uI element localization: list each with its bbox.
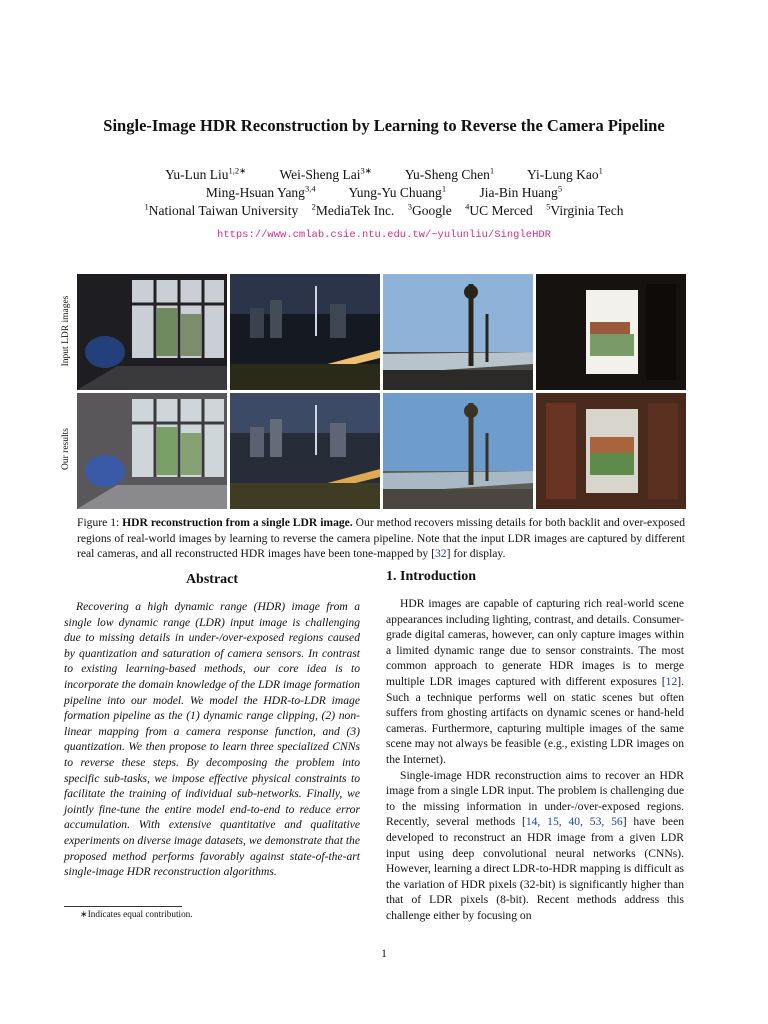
introduction-body (386, 596, 684, 923)
author: Wei-Sheng Lai$^{3∗}$ (279, 165, 372, 182)
result-image-bridge (383, 393, 533, 509)
input-image-bridge (383, 274, 533, 390)
row-label-results: Our results (61, 428, 71, 470)
input-image-doorway (536, 274, 686, 390)
page-number: 1 (381, 948, 387, 960)
affiliation: $^3$Google (407, 201, 452, 218)
affiliation: $^5$Virginia Tech (546, 201, 624, 218)
row-label-input: Input LDR images (61, 295, 71, 367)
input-image-city-night (230, 274, 380, 390)
affiliation: $^2$MediaTek Inc. (311, 201, 395, 218)
introduction-section (386, 569, 684, 923)
author-list (0, 166, 768, 220)
teaser-figure (77, 274, 685, 509)
abstract-text: Recovering a high dynamic range (HDR) image from a single low dynamic range (LDR) input image is challenging due to missing details in under-/over-exposed regions caused by quantization and saturation of camera sensors. In contrast to existing learning-based methods, our core idea is to incorporate the domain knowledge of the LDR image formation pipeline into our model. We model the HDR-to-LDR image formation pipeline as the (1) dynamic range clipping, (2) non-linear mapping from a camera response function, and (3) quantization. We then propose to learn three specialized CNNs to reverse these steps. By decomposing the problem into specific sub-tasks, we impose effective physical constraints to facilitate the training of individual sub-networks. Finally, we jointly fine-tune the entire model end-to-end to reduce error accumulation. With extensive quantitative and qualitative experiments on diverse image datasets, we demonstrate that the proposed method performs favorably against state-of-the-art single-image HDR reconstruction algorithms. (64, 600, 360, 879)
citation-link[interactable]: 14, 15, 40, 53, 56 (525, 815, 623, 829)
citation-link[interactable]: 12 (665, 674, 678, 688)
result-image-doorway (536, 393, 686, 509)
affiliation-line (0, 202, 768, 220)
author: Yu-Lun Liu$^{1,2∗}$ (165, 165, 247, 182)
paper-title: Single-Image HDR Reconstruction by Learning to Reverse the Camera Pipeline (103, 116, 665, 135)
abstract-section (64, 572, 360, 880)
footnote: ∗Indicates equal contribution. (80, 909, 193, 919)
abstract-heading: Abstract (185, 572, 239, 587)
figure-caption: Figure 1: HDR reconstruction from a single LDR image. Our method recovers missing details for both backlit and over-exposed regions of real-world images by learning to reverse the camera pipeline. Note that the input LDR images are captured by different real cameras, and all reconstructed HDR images have been tone-mapped by [32] for display. (77, 516, 685, 560)
author: Yi-Lung Kao$^1$ (526, 165, 603, 182)
input-image-room (77, 274, 227, 390)
affiliation: $^1$National Taiwan University (144, 201, 299, 218)
author: Jia-Bin Huang$^5$ (479, 183, 563, 200)
affiliation: $^4$UC Merced (465, 201, 533, 218)
author: Ming-Hsuan Yang$^{3,4}$ (205, 183, 316, 200)
paragraph: Single-image HDR reconstruction aims to recover an HDR image from a single LDR input. The problem is challenging due to the missing information in under-/over-exposed regions. Recently, several methods [14, 15, 40, 53, 56] have been developed to reconstruct an HDR image from a given LDR input using deep convolutional neural networks (CNNs). However, learning a direct LDR-to-HDR mapping is difficult as the variation of HDR pixels (32-bit) is significantly higher than that of LDR pixels (8-bit). Recent methods address this challenge either by focusing on (386, 768, 685, 922)
introduction-heading: 1. Introduction (386, 569, 476, 584)
author-line-2 (0, 184, 768, 202)
footnote-divider (64, 906, 182, 907)
result-image-city-night (230, 393, 380, 509)
author: Yung-Yu Chuang$^1$ (348, 183, 447, 200)
author: Yu-Sheng Chen$^1$ (404, 165, 495, 182)
citation-link[interactable]: 32 (434, 547, 447, 560)
author-line-1 (0, 166, 768, 184)
result-image-room (77, 393, 227, 509)
project-url-link[interactable]: https://www.cmlab.csie.ntu.edu.tw/~yulunliu/SingleHDR (217, 229, 551, 241)
paragraph: HDR images are capable of capturing rich real-world scene appearances including lighting, contrast, and details. Consumer-grade digital cameras, however, can only capture images within a limited dynamic range due to sensor constraints. The most common approach to generate HDR images is to merge multiple LDR images captured with different exposures [12]. Such a technique performs well on static scenes but often suffers from ghosting artifacts on dynamic scenes or hand-held cameras. Furthermore, capturing multiple images of the same scene may not always be feasible (e.g., existing LDR images on the Internet). (386, 597, 684, 766)
